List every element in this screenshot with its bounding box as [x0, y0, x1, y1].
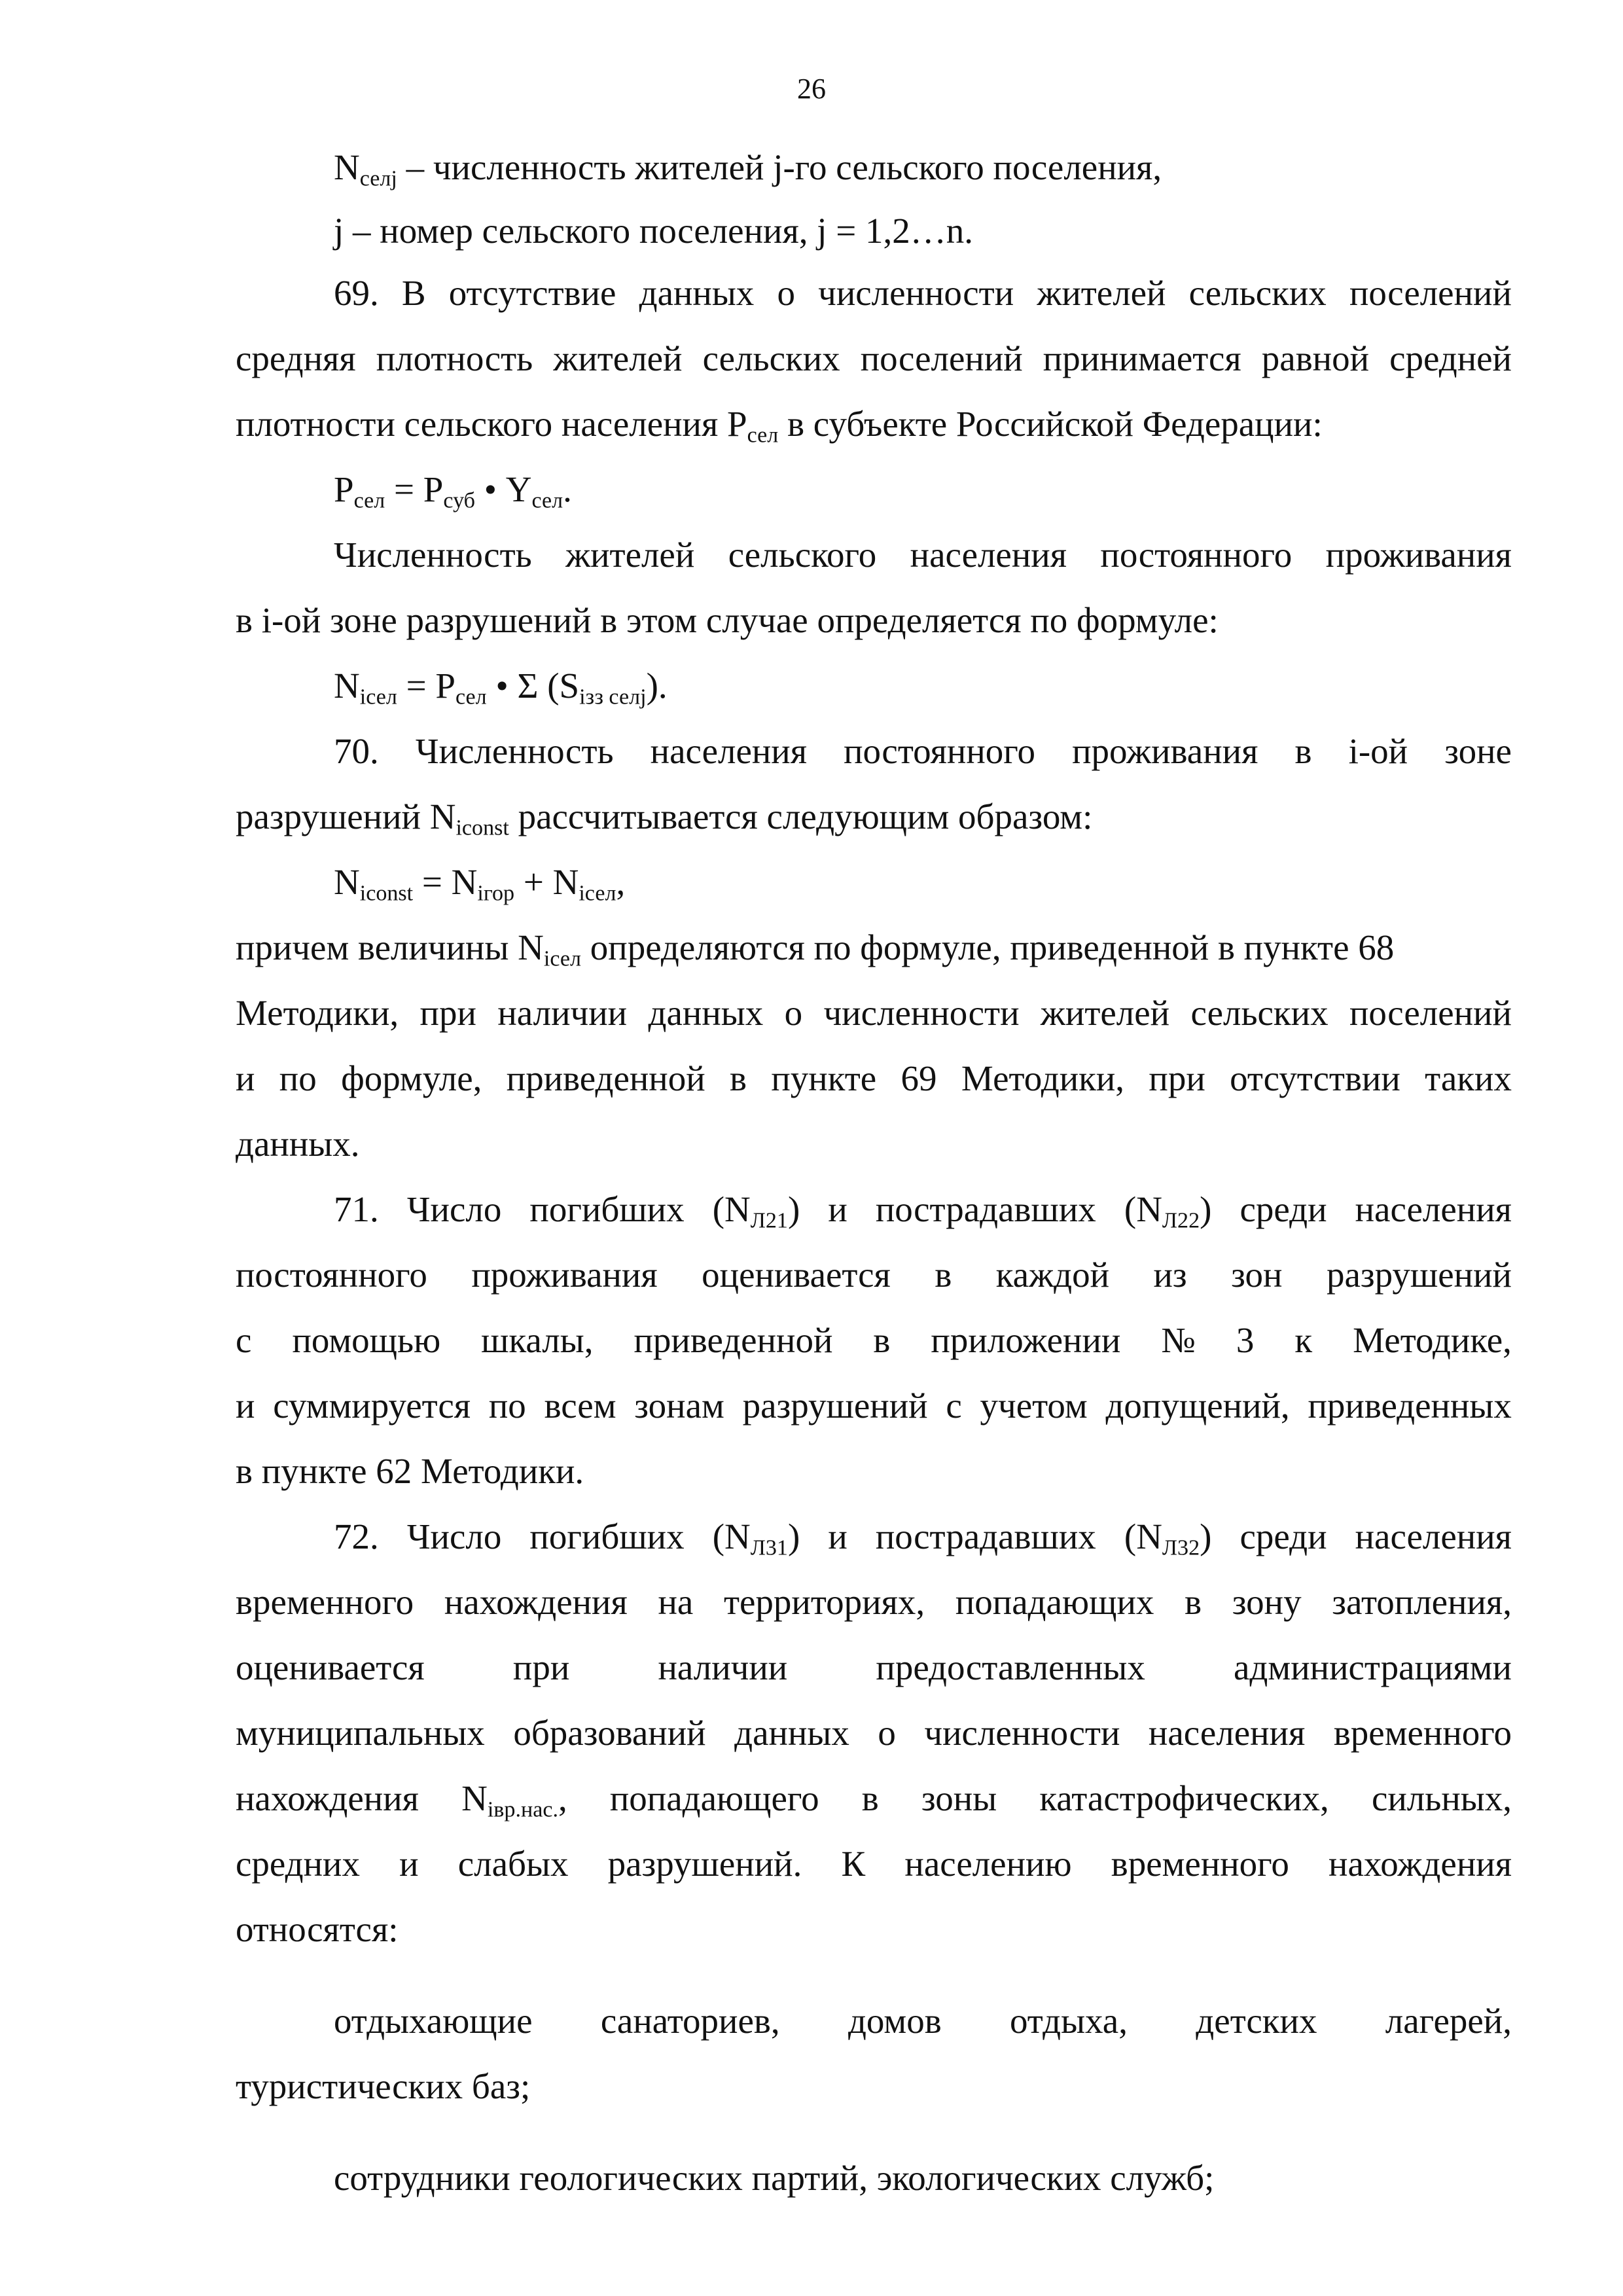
p72-line-7: относятся:	[236, 1909, 399, 1949]
p72-line-6	[236, 1846, 1512, 1882]
word: отдыха,	[1010, 2001, 1128, 2041]
word: проживания	[1325, 535, 1512, 575]
word: жителей	[553, 338, 683, 378]
word: 69	[901, 1058, 937, 1098]
word: данных	[734, 1713, 849, 1753]
list-item-vacationers	[334, 2003, 1512, 2039]
p71-line-2	[236, 1257, 1512, 1293]
word: администрациями	[1234, 1647, 1512, 1687]
word: №	[1161, 1320, 1196, 1360]
word: территориях,	[723, 1582, 925, 1622]
word: населению	[904, 1844, 1072, 1884]
word: Численность	[415, 731, 614, 771]
definition-j: j – номер сельского поселения, j = 1,2…n.	[334, 211, 974, 251]
word: в	[730, 1058, 747, 1098]
word: Методики,	[236, 993, 399, 1033]
word: населения	[1355, 1516, 1512, 1556]
word: приложении	[931, 1320, 1121, 1360]
word: зоне	[1444, 731, 1512, 771]
p69-line-5: в i-ой зоне разрушений в этом случае определяется по формуле:	[236, 600, 1219, 640]
word: катастрофических,	[1039, 1778, 1329, 1818]
word: и	[828, 1189, 847, 1229]
word: о	[878, 1713, 896, 1753]
word: данных	[639, 273, 755, 313]
word: суммируется	[273, 1386, 471, 1426]
word: $(N_{Л32})$	[1124, 1516, 1212, 1560]
p71-line-1	[334, 1189, 1512, 1233]
word: средних	[236, 1844, 360, 1884]
word: пострадавших	[875, 1189, 1096, 1229]
p72-line-4	[236, 1715, 1512, 1751]
p70-line-3: причем величины $N_{iсел}$ определяются по формуле, приведенной в пункте 68	[236, 927, 1395, 971]
word: сельского	[728, 535, 877, 575]
word: нахождения	[444, 1582, 628, 1622]
word: среди	[1240, 1189, 1327, 1229]
word: сильных,	[1371, 1778, 1512, 1818]
word: населения	[1148, 1713, 1306, 1753]
word: временного	[1111, 1844, 1289, 1884]
p70-line-6: данных.	[236, 1124, 360, 1164]
word: зону	[1232, 1582, 1302, 1622]
word: жителей	[1040, 993, 1170, 1033]
p72-line-1	[334, 1516, 1512, 1560]
p72-line-2	[236, 1584, 1512, 1620]
p71-line-4	[236, 1388, 1512, 1424]
p70-line-5	[236, 1060, 1512, 1096]
word: помощью	[292, 1320, 441, 1360]
p69-line-4	[334, 537, 1512, 573]
p69-line-3: плотности сельского населения $P_{сел}$ в субъекте Российской Федерации:	[236, 404, 1323, 448]
word: нахождения	[236, 1778, 419, 1818]
word: предоставленных	[876, 1647, 1145, 1687]
p69-line-2	[236, 340, 1512, 376]
p72-line-5	[236, 1778, 1512, 1822]
word: приведенных	[1308, 1386, 1512, 1426]
word: в	[1185, 1582, 1202, 1622]
word: сельских	[1188, 273, 1327, 313]
word: численности	[924, 1713, 1120, 1753]
page-number: 26	[797, 73, 826, 105]
word: приведенной	[506, 1058, 705, 1098]
word: и	[399, 1844, 419, 1884]
word: в	[1294, 731, 1312, 771]
formula-n-iconst: $N_{iconst} = N_{iгор} + N_{iсел}$,	[334, 862, 626, 906]
p72-line-3	[236, 1649, 1512, 1685]
word: проживания	[1072, 731, 1258, 771]
word: на	[658, 1582, 694, 1622]
word: жителей	[565, 535, 695, 575]
word: К	[841, 1844, 866, 1884]
word: разрушений	[1326, 1255, 1512, 1295]
word: поселений	[1349, 273, 1512, 313]
definition-n-selj: $N_{селj}$ – численность жителей j-го сельского поселения,	[334, 147, 1162, 191]
word: по	[488, 1386, 526, 1426]
word: при	[1149, 1058, 1205, 1098]
word: наличии	[497, 993, 628, 1033]
word: отдыхающие	[334, 2001, 533, 2041]
word: зоны	[921, 1778, 997, 1818]
p70-line-1	[334, 733, 1512, 769]
word: 3	[1236, 1320, 1255, 1360]
formula-n-isel: $N_{iсел} = P_{сел}$ • Σ $(S_{iзз селj})$.	[334, 666, 668, 709]
word: к	[1294, 1320, 1313, 1360]
word: Число	[406, 1516, 502, 1556]
word: разрушений	[742, 1386, 928, 1426]
word: $(N_{Л22})$	[1124, 1189, 1212, 1233]
p71-line-3	[236, 1322, 1512, 1358]
word: Число	[406, 1189, 502, 1229]
word: и	[236, 1386, 255, 1426]
word: $N_{iвр.нас.}$,	[461, 1778, 567, 1822]
word: В	[401, 273, 426, 313]
word: временного	[1333, 1713, 1512, 1753]
word: погибших	[529, 1189, 685, 1229]
word: 71.	[334, 1189, 379, 1229]
word: слабых	[457, 1844, 569, 1884]
word: проживания	[471, 1255, 658, 1295]
word: учетом	[980, 1386, 1088, 1426]
word: попадающего	[609, 1778, 819, 1818]
word: Методике,	[1353, 1320, 1512, 1360]
word: и	[236, 1058, 255, 1098]
word: детских	[1196, 2001, 1317, 2041]
word: погибших	[529, 1516, 685, 1556]
formula-p-sel: $P_{сел} = P_{суб}$ • $Y_{сел}$.	[334, 469, 572, 513]
word: каждой	[995, 1255, 1110, 1295]
word: и	[828, 1516, 847, 1556]
word: плотность	[376, 338, 533, 378]
word: принимается	[1043, 338, 1241, 378]
word: i-ой	[1348, 731, 1408, 771]
p71-line-5: в пункте 62 Методики.	[236, 1451, 584, 1491]
word: поселений	[1349, 993, 1512, 1033]
word: поселений	[860, 338, 1023, 378]
word: Методики,	[961, 1058, 1125, 1098]
word: сельских	[702, 338, 840, 378]
word: населения	[1355, 1189, 1512, 1229]
word: зонам	[634, 1386, 724, 1426]
word: постоянного	[236, 1255, 427, 1295]
word: таких	[1425, 1058, 1512, 1098]
word: 70.	[334, 731, 379, 771]
word: в	[935, 1255, 952, 1295]
p70-line-2: разрушений $N_{iconst}$ рассчитывается следующим образом:	[236, 797, 1093, 840]
word: Численность	[334, 535, 532, 575]
word: в	[873, 1320, 891, 1360]
word: муниципальных	[236, 1713, 485, 1753]
word: временного	[236, 1582, 414, 1622]
word: оценивается	[236, 1647, 425, 1687]
word: 69.	[334, 273, 379, 313]
word: жителей	[1037, 273, 1166, 313]
word: численности	[823, 993, 1020, 1033]
word: допущений,	[1105, 1386, 1290, 1426]
word: домов	[847, 2001, 942, 2041]
word: оценивается	[702, 1255, 891, 1295]
word: в	[861, 1778, 879, 1818]
word: затопления,	[1332, 1582, 1512, 1622]
word: о	[784, 993, 803, 1033]
word: равной	[1261, 338, 1370, 378]
word: 72.	[334, 1516, 379, 1556]
word: отсутствие	[448, 273, 616, 313]
word: данных	[648, 993, 764, 1033]
word: при	[512, 1647, 570, 1687]
word: нахождения	[1329, 1844, 1512, 1884]
word: лагерей,	[1385, 2001, 1512, 2041]
word: численности	[818, 273, 1014, 313]
word: средняя	[236, 338, 356, 378]
word: попадающих	[955, 1582, 1154, 1622]
word: с	[946, 1386, 962, 1426]
word: формуле,	[341, 1058, 482, 1098]
word: пункте	[771, 1058, 877, 1098]
word: среди	[1240, 1516, 1327, 1556]
word: постоянного	[1100, 535, 1293, 575]
word: $(N_{Л31})$	[712, 1516, 800, 1560]
word: с	[236, 1320, 252, 1360]
word: средней	[1389, 338, 1512, 378]
word: населения	[910, 535, 1067, 575]
word: сельских	[1190, 993, 1329, 1033]
word: о	[777, 273, 795, 313]
word: при	[419, 993, 476, 1033]
list-item-vacationers-cont: туристических баз;	[236, 2066, 531, 2106]
word: санаториев,	[600, 2001, 780, 2041]
word: населения	[650, 731, 808, 771]
word: пострадавших	[875, 1516, 1096, 1556]
p70-line-4	[236, 995, 1512, 1031]
word: из	[1153, 1255, 1187, 1295]
word: всем	[544, 1386, 616, 1426]
word: $(N_{Л21})$	[712, 1189, 800, 1233]
word: по	[279, 1058, 317, 1098]
word: приведенной	[633, 1320, 833, 1360]
word: образований	[513, 1713, 706, 1753]
word: разрушений.	[607, 1844, 802, 1884]
word: наличии	[658, 1647, 788, 1687]
word: шкалы,	[481, 1320, 594, 1360]
list-item-employees: сотрудники геологических партий, экологических служб;	[334, 2158, 1215, 2198]
p69-line-1	[334, 275, 1512, 311]
word: зон	[1231, 1255, 1283, 1295]
word: отсутствии	[1230, 1058, 1400, 1098]
word: постоянного	[844, 731, 1035, 771]
